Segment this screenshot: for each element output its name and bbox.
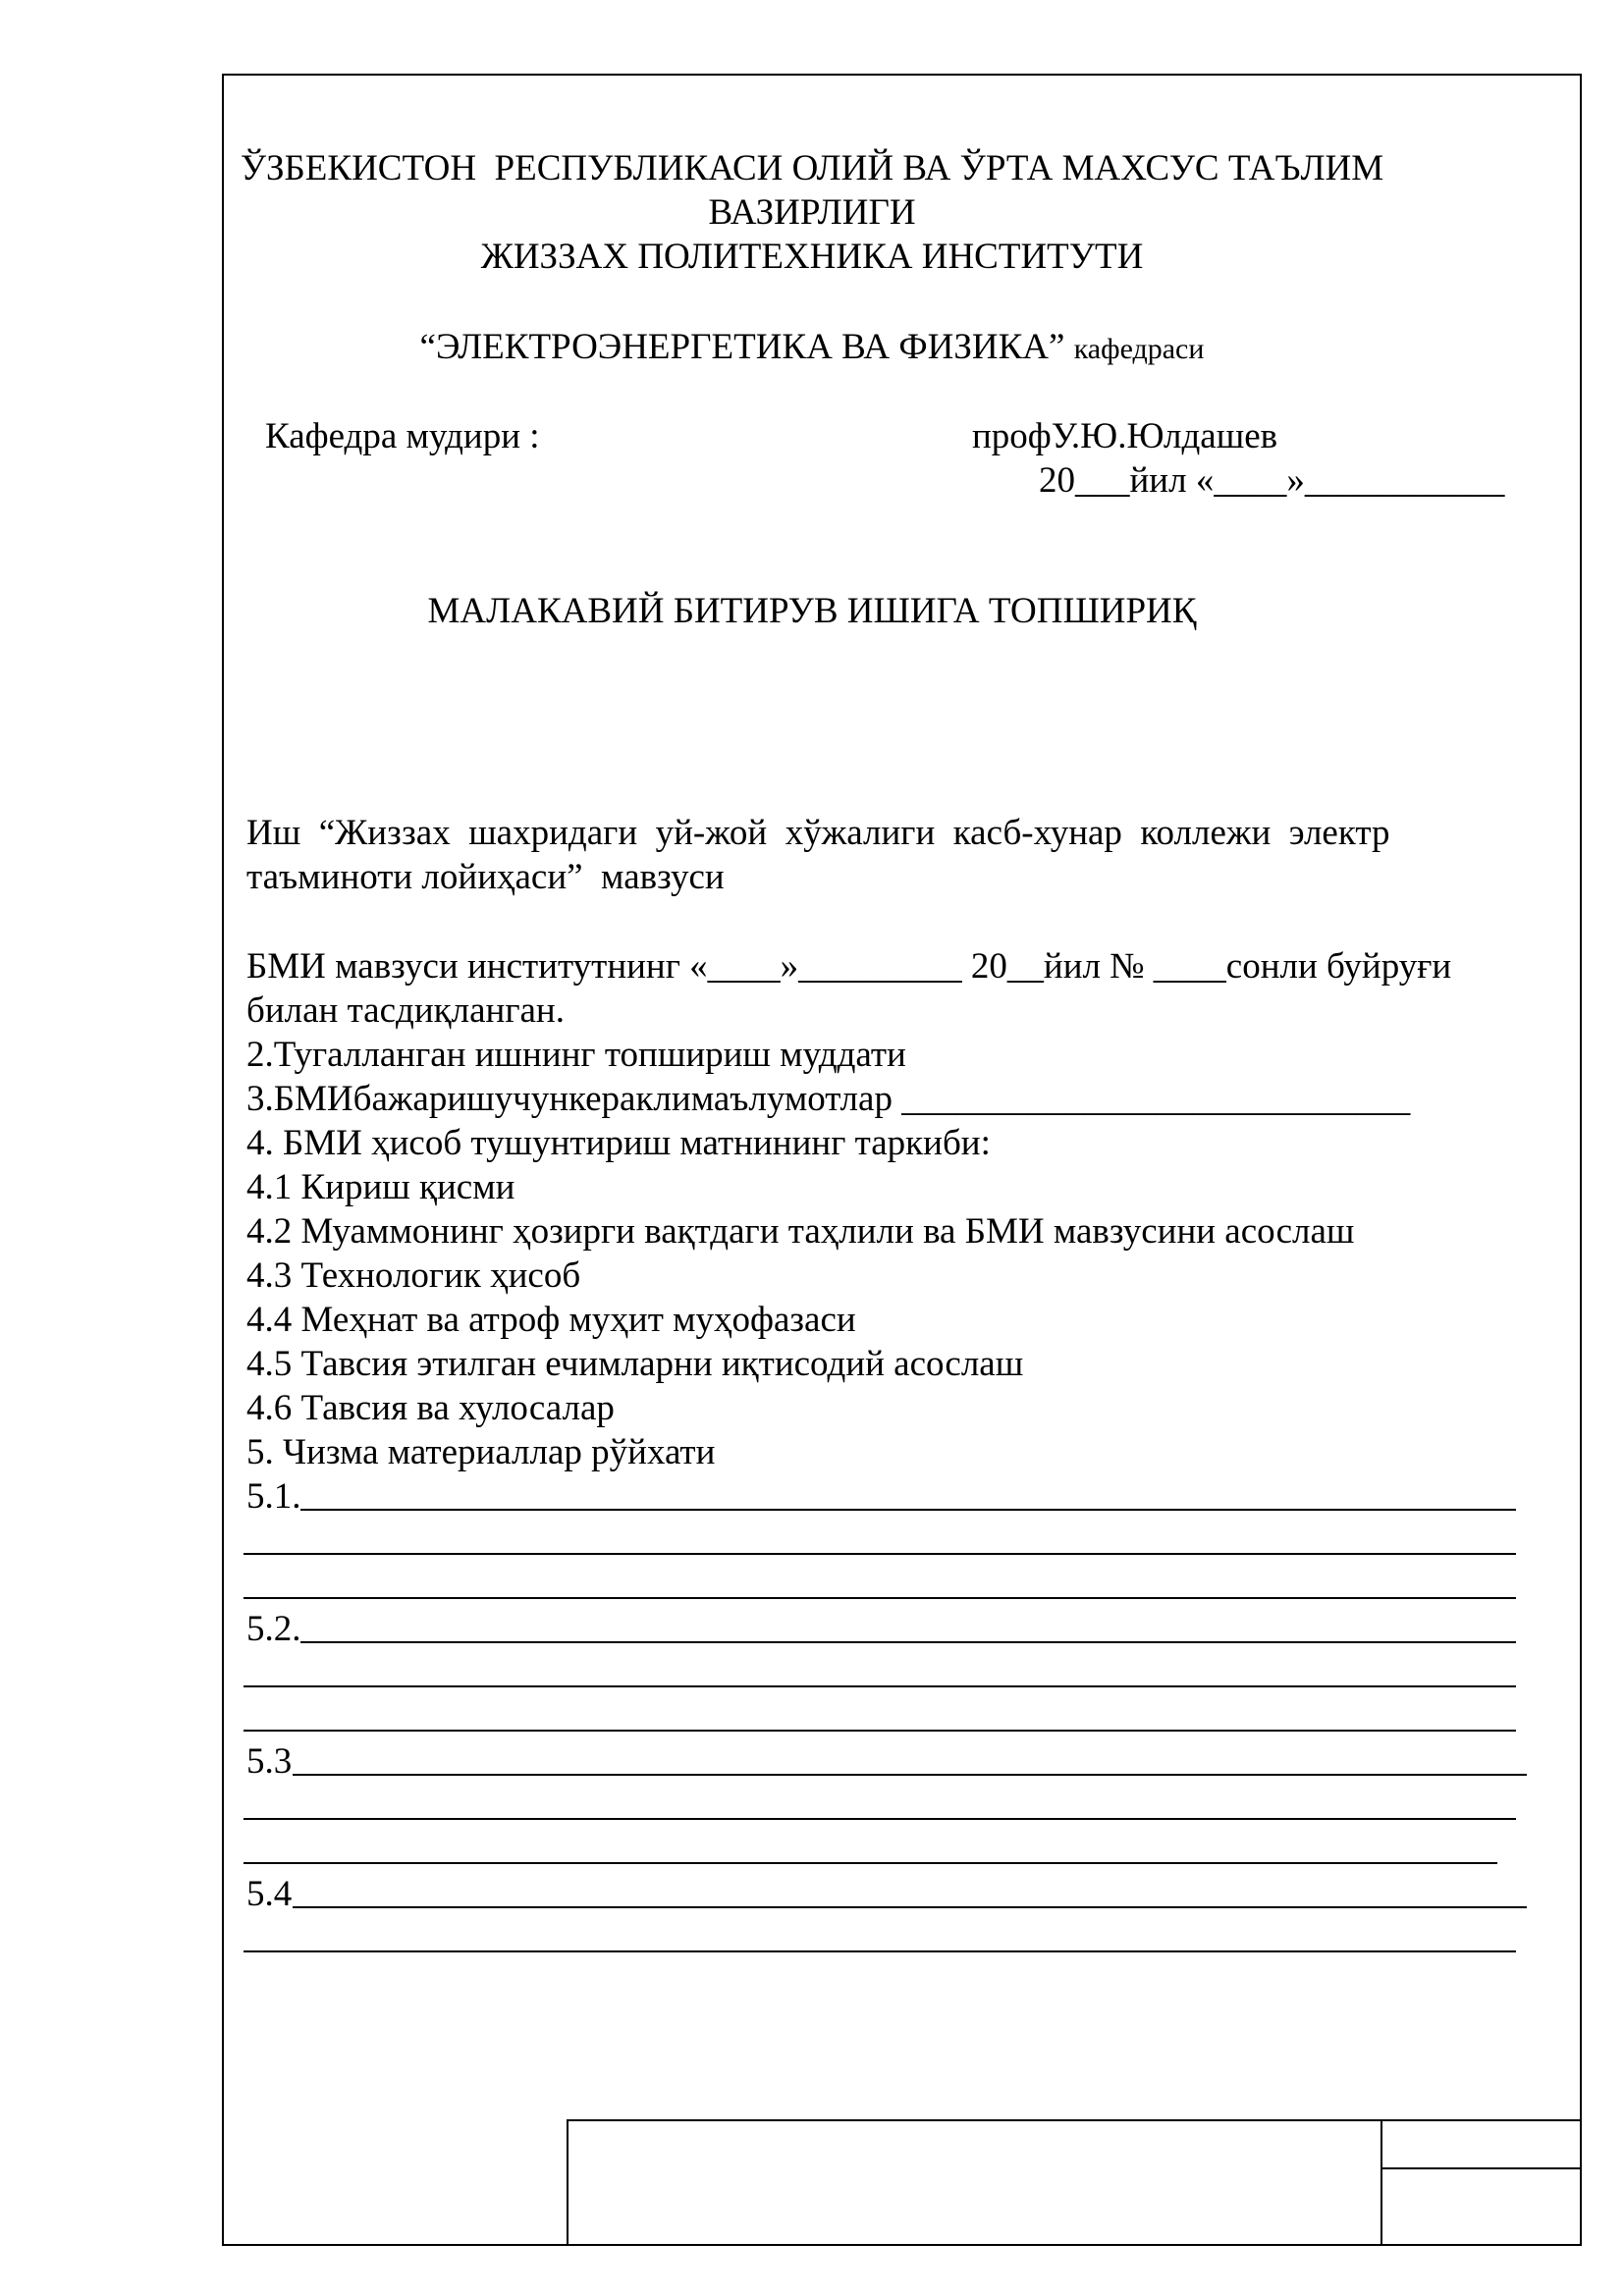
head-of-department-label: Кафедра мудири : — [265, 416, 540, 456]
blank-line — [244, 1597, 1516, 1599]
topic-line-2: таъминоти лойиҳаси” мавзуси — [246, 857, 725, 897]
title-block-divider — [1380, 2167, 1582, 2169]
list-item: билан тасдиқланган. — [246, 990, 565, 1031]
list-item: 4.3 Технологик ҳисоб — [246, 1255, 581, 1296]
title-block-cell — [1380, 2119, 1582, 2246]
blank-line — [300, 1509, 1516, 1511]
list-item: 4.4 Меҳнат ва атроф муҳит муҳофазаси — [246, 1300, 856, 1340]
list-item: 2.Тугалланган ишнинг топшириш муддати — [246, 1035, 906, 1075]
department-name: “ЭЛЕКТРОЭНЕРГЕТИКА ВА ФИЗИКА” — [419, 327, 1065, 367]
blank-line — [244, 1818, 1516, 1820]
head-of-department-name: профУ.Ю.Юлдашев — [972, 416, 1278, 456]
drawing-label: 5.1. — [246, 1476, 301, 1517]
drawing-label: 5.3 — [246, 1741, 293, 1782]
ministry-line-2: ВАЗИРЛИГИ — [708, 192, 916, 233]
list-item: 4.2 Муаммонинг ҳозирги вақтдаги таҳлили ва БМИ мавзусини асослаш — [246, 1211, 1355, 1252]
department-word: кафедраси — [1073, 333, 1205, 365]
drawing-label: 5.2. — [246, 1609, 301, 1649]
approval-date: 20___йил «____»___________ — [1039, 460, 1505, 501]
document-title: МАЛАКАВИЙ БИТИРУВ ИШИГА ТОПШИРИҚ — [427, 591, 1197, 631]
drawing-label: 5.4 — [246, 1874, 293, 1914]
list-item: 4.6 Тавсия ва хулосалар — [246, 1388, 615, 1428]
list-item: 3.БМИбажаришучункераклимаълумотлар ____________________________ — [246, 1079, 1411, 1119]
blank-line — [244, 1862, 1497, 1864]
department-line — [0, 326, 1624, 371]
list-item: 5. Чизма материаллар рўйхати — [246, 1432, 716, 1472]
ministry-line-1: ЎЗБЕКИСТОН РЕСПУБЛИКАСИ ОЛИЙ ВА ЎРТА МАХСУС ТАЪЛИМ — [240, 148, 1384, 188]
blank-line — [293, 1774, 1527, 1776]
list-item: 4.1 Кириш қисми — [246, 1167, 515, 1207]
blank-line — [244, 1730, 1516, 1732]
blank-line — [244, 1950, 1516, 1952]
blank-line — [293, 1906, 1527, 1908]
list-item: БМИ мавзуси институтнинг «____»_________ 20__йил № ____сонли буйруғи — [246, 946, 1452, 987]
blank-line — [244, 1685, 1516, 1687]
list-item: 4. БМИ ҳисоб тушунтириш матнининг таркиби: — [246, 1123, 991, 1163]
list-item: 4.5 Тавсия этилган ечимларни иқтисодий асослаш — [246, 1344, 1024, 1384]
blank-line — [300, 1641, 1516, 1643]
blank-line — [244, 1553, 1516, 1555]
institute-name: ЖИЗЗАХ ПОЛИТЕХНИКА ИНСТИТУТИ — [480, 237, 1144, 277]
topic-line-1: Иш “Жиззах шахридаги уй-жой хўжалиги касб-хунар коллежи электр — [246, 813, 1390, 853]
